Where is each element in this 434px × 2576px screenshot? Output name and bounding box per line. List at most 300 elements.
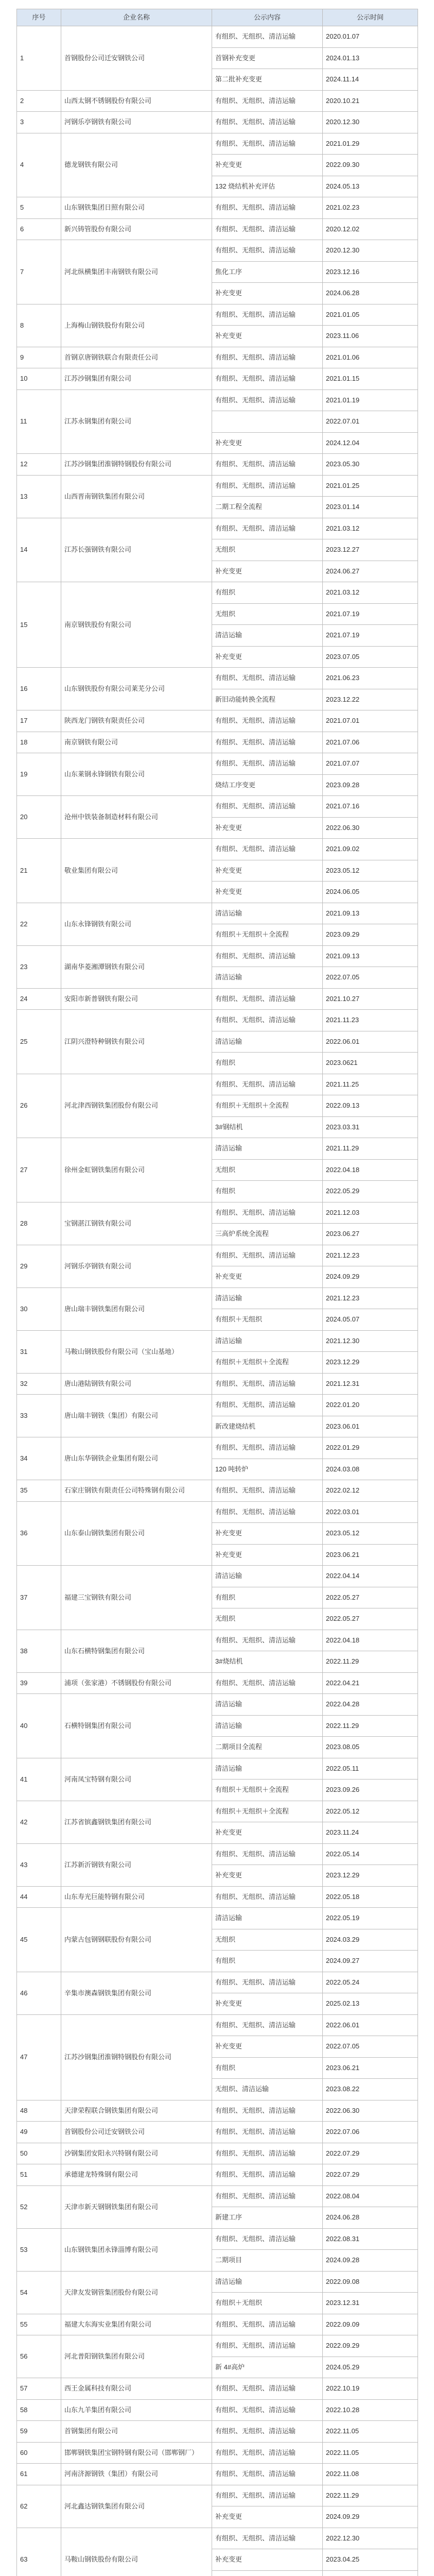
disclosure-date: 2023.12.16 [323, 261, 418, 283]
disclosure-date: 2022.06.30 [323, 2100, 418, 2122]
disclosure-content: 补充变更 [212, 561, 323, 582]
disclosure-content: 有组织、无组织、清洁运输 [212, 1672, 323, 1694]
disclosure-content: 补充变更 [212, 1266, 323, 1288]
disclosure-content: 补充变更 [212, 1544, 323, 1566]
row-number: 43 [17, 1843, 61, 1886]
disclosure-content: 有组织、无组织、清洁运输 [212, 2228, 323, 2250]
disclosure-date: 2021.01.15 [323, 368, 418, 390]
disclosure-date: 2021.01.25 [323, 475, 418, 497]
disclosure-content: 有组织、无组织、清洁运输 [212, 454, 323, 476]
disclosure-date: 2022.09.30 [323, 155, 418, 176]
disclosure-content: 三高炉系统全流程 [212, 1224, 323, 1245]
disclosure-content: 第二批补充变更 [212, 69, 323, 91]
disclosure-date: 2024.05.13 [323, 176, 418, 197]
table-row [17, 1972, 418, 1993]
disclosure-content: 有组织、无组织、清洁运输 [212, 668, 323, 689]
disclosure-content: 有组织、无组织、清洁运输 [212, 1202, 323, 1224]
table-row [17, 1138, 418, 1160]
disclosure-content: 清洁运输 [212, 2271, 323, 2293]
table-row [17, 1202, 418, 1224]
row-number: 34 [17, 1437, 61, 1480]
enterprise-name: 福建三宝钢铁有限公司 [61, 1566, 212, 1630]
disclosure-date: 2022.01.29 [323, 1437, 418, 1459]
disclosure-date: 2021.12.23 [323, 1245, 418, 1266]
disclosure-date: 2023.04.25 [323, 2549, 418, 2571]
row-number: 60 [17, 2442, 61, 2464]
disclosure-date: 2022.05.24 [323, 1972, 418, 1993]
header-enterprise-name: 企业名称 [61, 9, 212, 26]
enterprise-name: 山东钢铁股份有限公司莱芜分公司 [61, 668, 212, 710]
disclosure-date: 2023.01.14 [323, 497, 418, 518]
disclosure-date: 2021.01.06 [323, 347, 418, 368]
disclosure-date: 2022.07.01 [323, 411, 418, 433]
disclosure-date: 2023.12.29 [323, 1352, 418, 1374]
enterprise-name: 内蒙古包钢钢联股份有限公司 [61, 1908, 212, 1972]
disclosure-content: 有组织、无组织、清洁运输 [212, 753, 323, 775]
table-row [17, 112, 418, 133]
table-row [17, 796, 418, 818]
disclosure-content: 二期项目全流程 [212, 1737, 323, 1758]
disclosure-date: 2022.06.01 [323, 2014, 418, 2036]
row-number: 58 [17, 2399, 61, 2421]
disclosure-date: 2024.09.29 [323, 1266, 418, 1288]
disclosure-date: 2021.03.12 [323, 582, 418, 604]
disclosure-content: 有组织、无组织、清洁运输 [212, 710, 323, 732]
disclosure-content: 有组织、无组织、清洁运输 [212, 133, 323, 155]
row-number: 16 [17, 668, 61, 710]
table-row [17, 2378, 418, 2400]
disclosure-date: 2023.06.27 [323, 1224, 418, 1245]
disclosure-date: 2022.09.13 [323, 1095, 418, 1117]
enterprise-name: 江阴兴澄特种钢铁有限公司 [61, 1010, 212, 1074]
disclosure-content: 有组织、无组织、清洁运输 [212, 1480, 323, 1502]
disclosure-date: 2021.01.19 [323, 389, 418, 411]
disclosure-date: 2024.09.29 [323, 2506, 418, 2528]
disclosure-date: 2022.11.05 [323, 2421, 418, 2443]
disclosure-date: 2024.12.04 [323, 432, 418, 454]
disclosure-date: 2020.10.21 [323, 90, 418, 112]
disclosure-date: 2024.09.28 [323, 2250, 418, 2272]
row-number: 5 [17, 197, 61, 219]
enterprise-name: 湖南华菱湘潭钢铁有限公司 [61, 945, 212, 988]
disclosure-content: 清洁运输 [212, 625, 323, 647]
disclosure-date: 2023.09.29 [323, 924, 418, 946]
row-number: 28 [17, 1202, 61, 1245]
disclosure-date: 2024.11.14 [323, 69, 418, 91]
enterprise-name: 河钢乐亭钢铁有限公司 [61, 112, 212, 133]
disclosure-content: 132 烧结机补充评估 [212, 176, 323, 197]
disclosure-content: 有组织、无组织、清洁运输 [212, 304, 323, 326]
table-row [17, 304, 418, 326]
disclosure-date: 2022.07.05 [323, 2036, 418, 2058]
disclosure-date: 2023.11.06 [323, 326, 418, 347]
row-number: 15 [17, 582, 61, 668]
row-number: 4 [17, 133, 61, 197]
table-row [17, 2335, 418, 2357]
disclosure-content: 清洁运输 [212, 1138, 323, 1160]
enterprise-name: 江苏沙钢集团淮钢特钢股份有限公司 [61, 454, 212, 476]
disclosure-date: 2022.05.19 [323, 1908, 418, 1929]
row-number: 2 [17, 90, 61, 112]
row-number: 23 [17, 945, 61, 988]
row-number: 46 [17, 1972, 61, 2014]
disclosure-date: 2022.05.12 [323, 1801, 418, 1822]
disclosure-content [212, 2570, 323, 2576]
disclosure-date: 2024.09.27 [323, 1951, 418, 1972]
enterprise-name: 山东莱钢永锋钢铁有限公司 [61, 753, 212, 796]
row-number: 56 [17, 2335, 61, 2378]
enterprise-name: 山东寿光巨能特钢有限公司 [61, 1886, 212, 1908]
table-row [17, 2528, 418, 2549]
disclosure-date: 2022.04.21 [323, 1672, 418, 1694]
disclosure-date: 2020.01.07 [323, 26, 418, 48]
disclosure-date: 2021.12.23 [323, 1287, 418, 1309]
disclosure-date: 2023.12.27 [323, 539, 418, 561]
row-number: 44 [17, 1886, 61, 1908]
disclosure-date: 2023.05.12 [323, 860, 418, 882]
disclosure-content: 有组织、无组织、清洁运输 [212, 2421, 323, 2443]
disclosure-content: 补充变更 [212, 283, 323, 304]
disclosure-content: 有组织、无组织、清洁运输 [212, 1074, 323, 1095]
enterprise-name: 山西晋南钢铁集团有限公司 [61, 475, 212, 518]
disclosure-date: 2023.08.22 [323, 2079, 418, 2100]
disclosure-content: 二期项目 [212, 2250, 323, 2272]
table-row [17, 1330, 418, 1352]
disclosure-content: 有组织、无组织、清洁运输 [212, 2185, 323, 2207]
table-row [17, 389, 418, 411]
enterprise-name: 宝钢湛江钢铁有限公司 [61, 1202, 212, 1245]
table-row [17, 1886, 418, 1908]
disclosure-date: 2022.07.05 [323, 967, 418, 989]
row-number: 51 [17, 2164, 61, 2186]
enterprise-name: 江苏沙钢集团有限公司 [61, 368, 212, 390]
disclosure-date: 2021.09.02 [323, 839, 418, 860]
table-row [17, 2271, 418, 2293]
disclosure-content: 有组织＋无组织 [212, 1309, 323, 1331]
disclosure-date: 2022.09.29 [323, 2335, 418, 2357]
table-row [17, 1480, 418, 1502]
table-row [17, 1758, 418, 1780]
disclosure-content: 新 4#高炉 [212, 2357, 323, 2378]
enterprise-name: 天津荣程联合钢铁集团有限公司 [61, 2100, 212, 2122]
disclosure-content: 补充变更 [212, 1523, 323, 1545]
disclosure-content: 有组织、无组织、清洁运输 [212, 389, 323, 411]
disclosure-date: 2022.11.29 [323, 2485, 418, 2506]
disclosure-content: 清洁运输 [212, 1287, 323, 1309]
enterprise-name: 安阳市新普钢铁有限公司 [61, 988, 212, 1010]
row-number: 41 [17, 1758, 61, 1801]
disclosure-date: 2021.07.06 [323, 732, 418, 753]
disclosure-date: 2021.01.29 [323, 133, 418, 155]
row-number: 21 [17, 839, 61, 903]
disclosure-date: 2023.12.31 [323, 2293, 418, 2314]
row-number: 49 [17, 2122, 61, 2143]
table-row [17, 753, 418, 775]
enterprise-name: 唐山瑞丰钢铁集团有限公司 [61, 1287, 212, 1330]
table-row [17, 2228, 418, 2250]
disclosure-content: 有组织、无组织、清洁运输 [212, 1395, 323, 1416]
enterprise-name: 石家庄钢铁有限责任公司特殊钢有限公司 [61, 1480, 212, 1502]
disclosure-content: 有组织、无组织、清洁运输 [212, 796, 323, 818]
disclosure-content: 补充变更 [212, 860, 323, 882]
table-row [17, 1843, 418, 1865]
disclosure-content [212, 411, 323, 433]
disclosure-content: 有组织、无组织、清洁运输 [212, 1886, 323, 1908]
disclosure-date: 2022.07.29 [323, 2143, 418, 2164]
row-number: 18 [17, 732, 61, 753]
table-row [17, 2143, 418, 2164]
disclosure-date: 2022.04.28 [323, 1694, 418, 1716]
table-row [17, 2485, 418, 2506]
disclosure-content: 补充变更 [212, 646, 323, 668]
enterprise-name: 首钢京唐钢铁联合有限责任公司 [61, 347, 212, 368]
disclosure-date: 2022.05.27 [323, 1608, 418, 1630]
enterprise-name: 新兴铸管股份有限公司 [61, 218, 212, 240]
enterprise-name: 浦项（张家港）不锈钢股份有限公司 [61, 1672, 212, 1694]
disclosure-content: 3#钢结机 [212, 1116, 323, 1138]
disclosure-date: 2021.12.30 [323, 1330, 418, 1352]
row-number: 50 [17, 2143, 61, 2164]
disclosure-date: 2023.06.21 [323, 1544, 418, 1566]
enterprise-name: 德龙钢铁有限公司 [61, 133, 212, 197]
row-number: 55 [17, 2314, 61, 2335]
disclosure-date: 2021.07.07 [323, 753, 418, 775]
table-row [17, 2100, 418, 2122]
row-number: 62 [17, 2485, 61, 2528]
disclosure-content: 有组织、无组织、清洁运输 [212, 240, 323, 262]
disclosure-content: 3#烧结机 [212, 1651, 323, 1673]
disclosure-date: 2022.03.01 [323, 1501, 418, 1523]
disclosure-content: 无组织 [212, 603, 323, 625]
disclosure-content: 有组织、无组织、清洁运输 [212, 197, 323, 219]
disclosure-date: 2023.12.29 [323, 1865, 418, 1887]
disclosure-date: 2022.11.29 [323, 1651, 418, 1673]
header-row [17, 9, 418, 26]
disclosure-date: 2021.10.27 [323, 988, 418, 1010]
enterprise-name: 山东泰山钢铁集团有限公司 [61, 1501, 212, 1566]
disclosure-content: 有组织 [212, 1951, 323, 1972]
disclosure-content: 有组织＋无组织＋全流程 [212, 1801, 323, 1822]
disclosure-content: 有组织、无组织、清洁运输 [212, 518, 323, 539]
disclosure-date: 2022.11.08 [323, 2464, 418, 2485]
disclosure-table [16, 9, 418, 2576]
disclosure-content: 有组织、无组织、清洁运输 [212, 1245, 323, 1266]
disclosure-content: 有组织、无组织、清洁运输 [212, 2464, 323, 2485]
enterprise-name: 唐山瑞丰钢铁（集团）有限公司 [61, 1395, 212, 1437]
disclosure-content: 有组织、无组织、清洁运输 [212, 475, 323, 497]
enterprise-name: 马鞍山钢铁股份有限公司（宝山基地） [61, 1330, 212, 1373]
disclosure-date: 2023.0621 [323, 1053, 418, 1074]
table-row [17, 2464, 418, 2485]
table-row [17, 1801, 418, 1822]
table-row [17, 347, 418, 368]
enterprise-name: 河钢乐亭钢铁有限公司 [61, 1245, 212, 1287]
enterprise-name: 山东钢铁集团永锋淄博有限公司 [61, 2228, 212, 2271]
row-number: 54 [17, 2271, 61, 2314]
disclosure-content: 有组织、无组织、清洁运输 [212, 347, 323, 368]
disclosure-content: 有组织、无组织、清洁运输 [212, 2528, 323, 2549]
table-row [17, 218, 418, 240]
enterprise-name: 首钢股份公司迁安钢铁公司 [61, 2122, 212, 2143]
disclosure-content: 补充变更 [212, 155, 323, 176]
disclosure-date: 2023.09.28 [323, 774, 418, 796]
disclosure-date: 2022.02.12 [323, 1480, 418, 1502]
disclosure-date: 2022.06.01 [323, 1031, 418, 1053]
row-number: 8 [17, 304, 61, 347]
row-number: 57 [17, 2378, 61, 2400]
row-number: 40 [17, 1694, 61, 1758]
row-number: 12 [17, 454, 61, 476]
disclosure-content: 有组织、无组织、清洁运输 [212, 2442, 323, 2464]
enterprise-name: 马鞍山钢铁股份有限公司 [61, 2528, 212, 2576]
enterprise-name: 沙钢集团安阳永兴特钢有限公司 [61, 2143, 212, 2164]
disclosure-content: 有组织＋无组织＋全流程 [212, 1095, 323, 1117]
disclosure-date: 2022.01.20 [323, 1395, 418, 1416]
disclosure-date: 2021.07.19 [323, 603, 418, 625]
table-row [17, 903, 418, 924]
table-row [17, 2122, 418, 2143]
enterprise-name: 山东永锋钢铁有限公司 [61, 903, 212, 945]
disclosure-date: 2022.05.11 [323, 1758, 418, 1780]
enterprise-name: 陕西龙门钢铁有限责任公司 [61, 710, 212, 732]
table-row [17, 197, 418, 219]
row-number: 32 [17, 1373, 61, 1395]
enterprise-name: 首钢集团有限公司 [61, 2421, 212, 2443]
disclosure-content: 有组织 [212, 1053, 323, 1074]
table-row [17, 2399, 418, 2421]
disclosure-date [323, 2570, 418, 2576]
row-number: 36 [17, 1501, 61, 1566]
table-row [17, 1630, 418, 1651]
disclosure-date: 2021.01.05 [323, 304, 418, 326]
disclosure-content: 补充变更 [212, 2036, 323, 2058]
disclosure-content: 清洁运输 [212, 1566, 323, 1587]
disclosure-content: 清洁运输 [212, 967, 323, 989]
enterprise-name: 山东九羊集团有限公司 [61, 2399, 212, 2421]
disclosure-content: 有组织、无组织、清洁运输 [212, 90, 323, 112]
enterprise-name: 天津友发钢管集团股份有限公司 [61, 2271, 212, 2314]
disclosure-date: 2022.05.27 [323, 1587, 418, 1608]
disclosure-content: 有组织、无组织、清洁运输 [212, 2164, 323, 2186]
disclosure-date: 2023.06.01 [323, 1416, 418, 1437]
disclosure-content: 补充变更 [212, 2549, 323, 2571]
enterprise-name: 南京钢铁股份有限公司 [61, 582, 212, 668]
disclosure-date: 2024.03.29 [323, 1929, 418, 1951]
enterprise-name: 河北津西钢铁集团股份有限公司 [61, 1074, 212, 1138]
disclosure-content: 无组织 [212, 1608, 323, 1630]
disclosure-content: 有组织、无组织、清洁运输 [212, 2485, 323, 2506]
disclosure-content: 有组织、无组织、清洁运输 [212, 2399, 323, 2421]
enterprise-name: 河北纵横集团丰南钢铁有限公司 [61, 240, 212, 304]
enterprise-name: 山东钢铁集团日照有限公司 [61, 197, 212, 219]
disclosure-date: 2021.11.23 [323, 1010, 418, 1031]
disclosure-content: 有组织＋无组织 [212, 2293, 323, 2314]
table-row [17, 1287, 418, 1309]
disclosure-content: 烧结工序变更 [212, 774, 323, 796]
enterprise-name: 江苏省镔鑫钢铁集团有限公司 [61, 1801, 212, 1843]
table-row [17, 1672, 418, 1694]
row-number: 59 [17, 2421, 61, 2443]
enterprise-name: 江苏永钢集团有限公司 [61, 389, 212, 454]
table-row [17, 1373, 418, 1395]
table-row [17, 710, 418, 732]
row-number: 35 [17, 1480, 61, 1502]
table-row [17, 518, 418, 539]
enterprise-name: 敬业集团有限公司 [61, 839, 212, 903]
disclosure-content: 有组织、无组织、清洁运输 [212, 1010, 323, 1031]
disclosure-date: 2022.09.09 [323, 2314, 418, 2335]
table-row [17, 475, 418, 497]
row-number: 42 [17, 1801, 61, 1843]
row-number: 20 [17, 796, 61, 839]
disclosure-date: 2021.11.25 [323, 1074, 418, 1095]
table-row [17, 582, 418, 604]
row-number: 1 [17, 26, 61, 91]
disclosure-date: 2024.06.27 [323, 561, 418, 582]
disclosure-date: 2022.11.29 [323, 1715, 418, 1737]
row-number: 30 [17, 1287, 61, 1330]
disclosure-date: 2022.09.08 [323, 2271, 418, 2293]
disclosure-content: 补充变更 [212, 432, 323, 454]
disclosure-content: 焦化工序 [212, 261, 323, 283]
disclosure-content: 首钢补充变更 [212, 47, 323, 69]
row-number: 24 [17, 988, 61, 1010]
row-number: 17 [17, 710, 61, 732]
row-number: 3 [17, 112, 61, 133]
enterprise-name: 徐州金虹钢铁集团有限公司 [61, 1138, 212, 1202]
disclosure-date: 2023.12.22 [323, 689, 418, 710]
disclosure-content: 有组织、无组织、清洁运输 [212, 2100, 323, 2122]
disclosure-date: 2022.05.14 [323, 1843, 418, 1865]
disclosure-content: 有组织、无组织、清洁运输 [212, 1630, 323, 1651]
row-number: 52 [17, 2185, 61, 2228]
table-row [17, 2442, 418, 2464]
row-number: 63 [17, 2528, 61, 2576]
disclosure-content: 清洁运输 [212, 1908, 323, 1929]
disclosure-date: 2022.07.29 [323, 2164, 418, 2186]
table-body [17, 26, 418, 2576]
table-row [17, 839, 418, 860]
disclosure-content: 有组织、无组织、清洁运输 [212, 1972, 323, 1993]
disclosure-content: 新建工序 [212, 2207, 323, 2229]
disclosure-content: 二期工程全流程 [212, 497, 323, 518]
disclosure-content: 新旧动能转换全流程 [212, 689, 323, 710]
disclosure-date: 2021.07.01 [323, 710, 418, 732]
table-row [17, 1010, 418, 1031]
disclosure-content: 120 吨转炉 [212, 1459, 323, 1480]
disclosure-content: 有组织、无组织、清洁运输 [212, 218, 323, 240]
disclosure-content: 有组织 [212, 1181, 323, 1202]
disclosure-content: 清洁运输 [212, 1758, 323, 1780]
disclosure-content: 有组织、无组织、清洁运输 [212, 368, 323, 390]
enterprise-name: 辛集市澳森钢铁集团有限公司 [61, 1972, 212, 2014]
disclosure-date: 2022.06.30 [323, 817, 418, 839]
disclosure-date: 2020.12.02 [323, 218, 418, 240]
disclosure-date: 2020.12.30 [323, 112, 418, 133]
table-row [17, 240, 418, 262]
enterprise-name: 上海梅山钢铁股份有限公司 [61, 304, 212, 347]
disclosure-content: 有组织、无组织、清洁运输 [212, 945, 323, 967]
header-no: 序号 [17, 9, 61, 26]
disclosure-content: 有组织、无组织、清洁运输 [212, 2378, 323, 2400]
table-row [17, 1437, 418, 1459]
enterprise-name: 承德建龙特殊钢有限公司 [61, 2164, 212, 2186]
row-number: 22 [17, 903, 61, 945]
disclosure-content: 补充变更 [212, 1865, 323, 1887]
disclosure-date: 2022.08.31 [323, 2228, 418, 2250]
row-number: 25 [17, 1010, 61, 1074]
table-row [17, 2014, 418, 2036]
